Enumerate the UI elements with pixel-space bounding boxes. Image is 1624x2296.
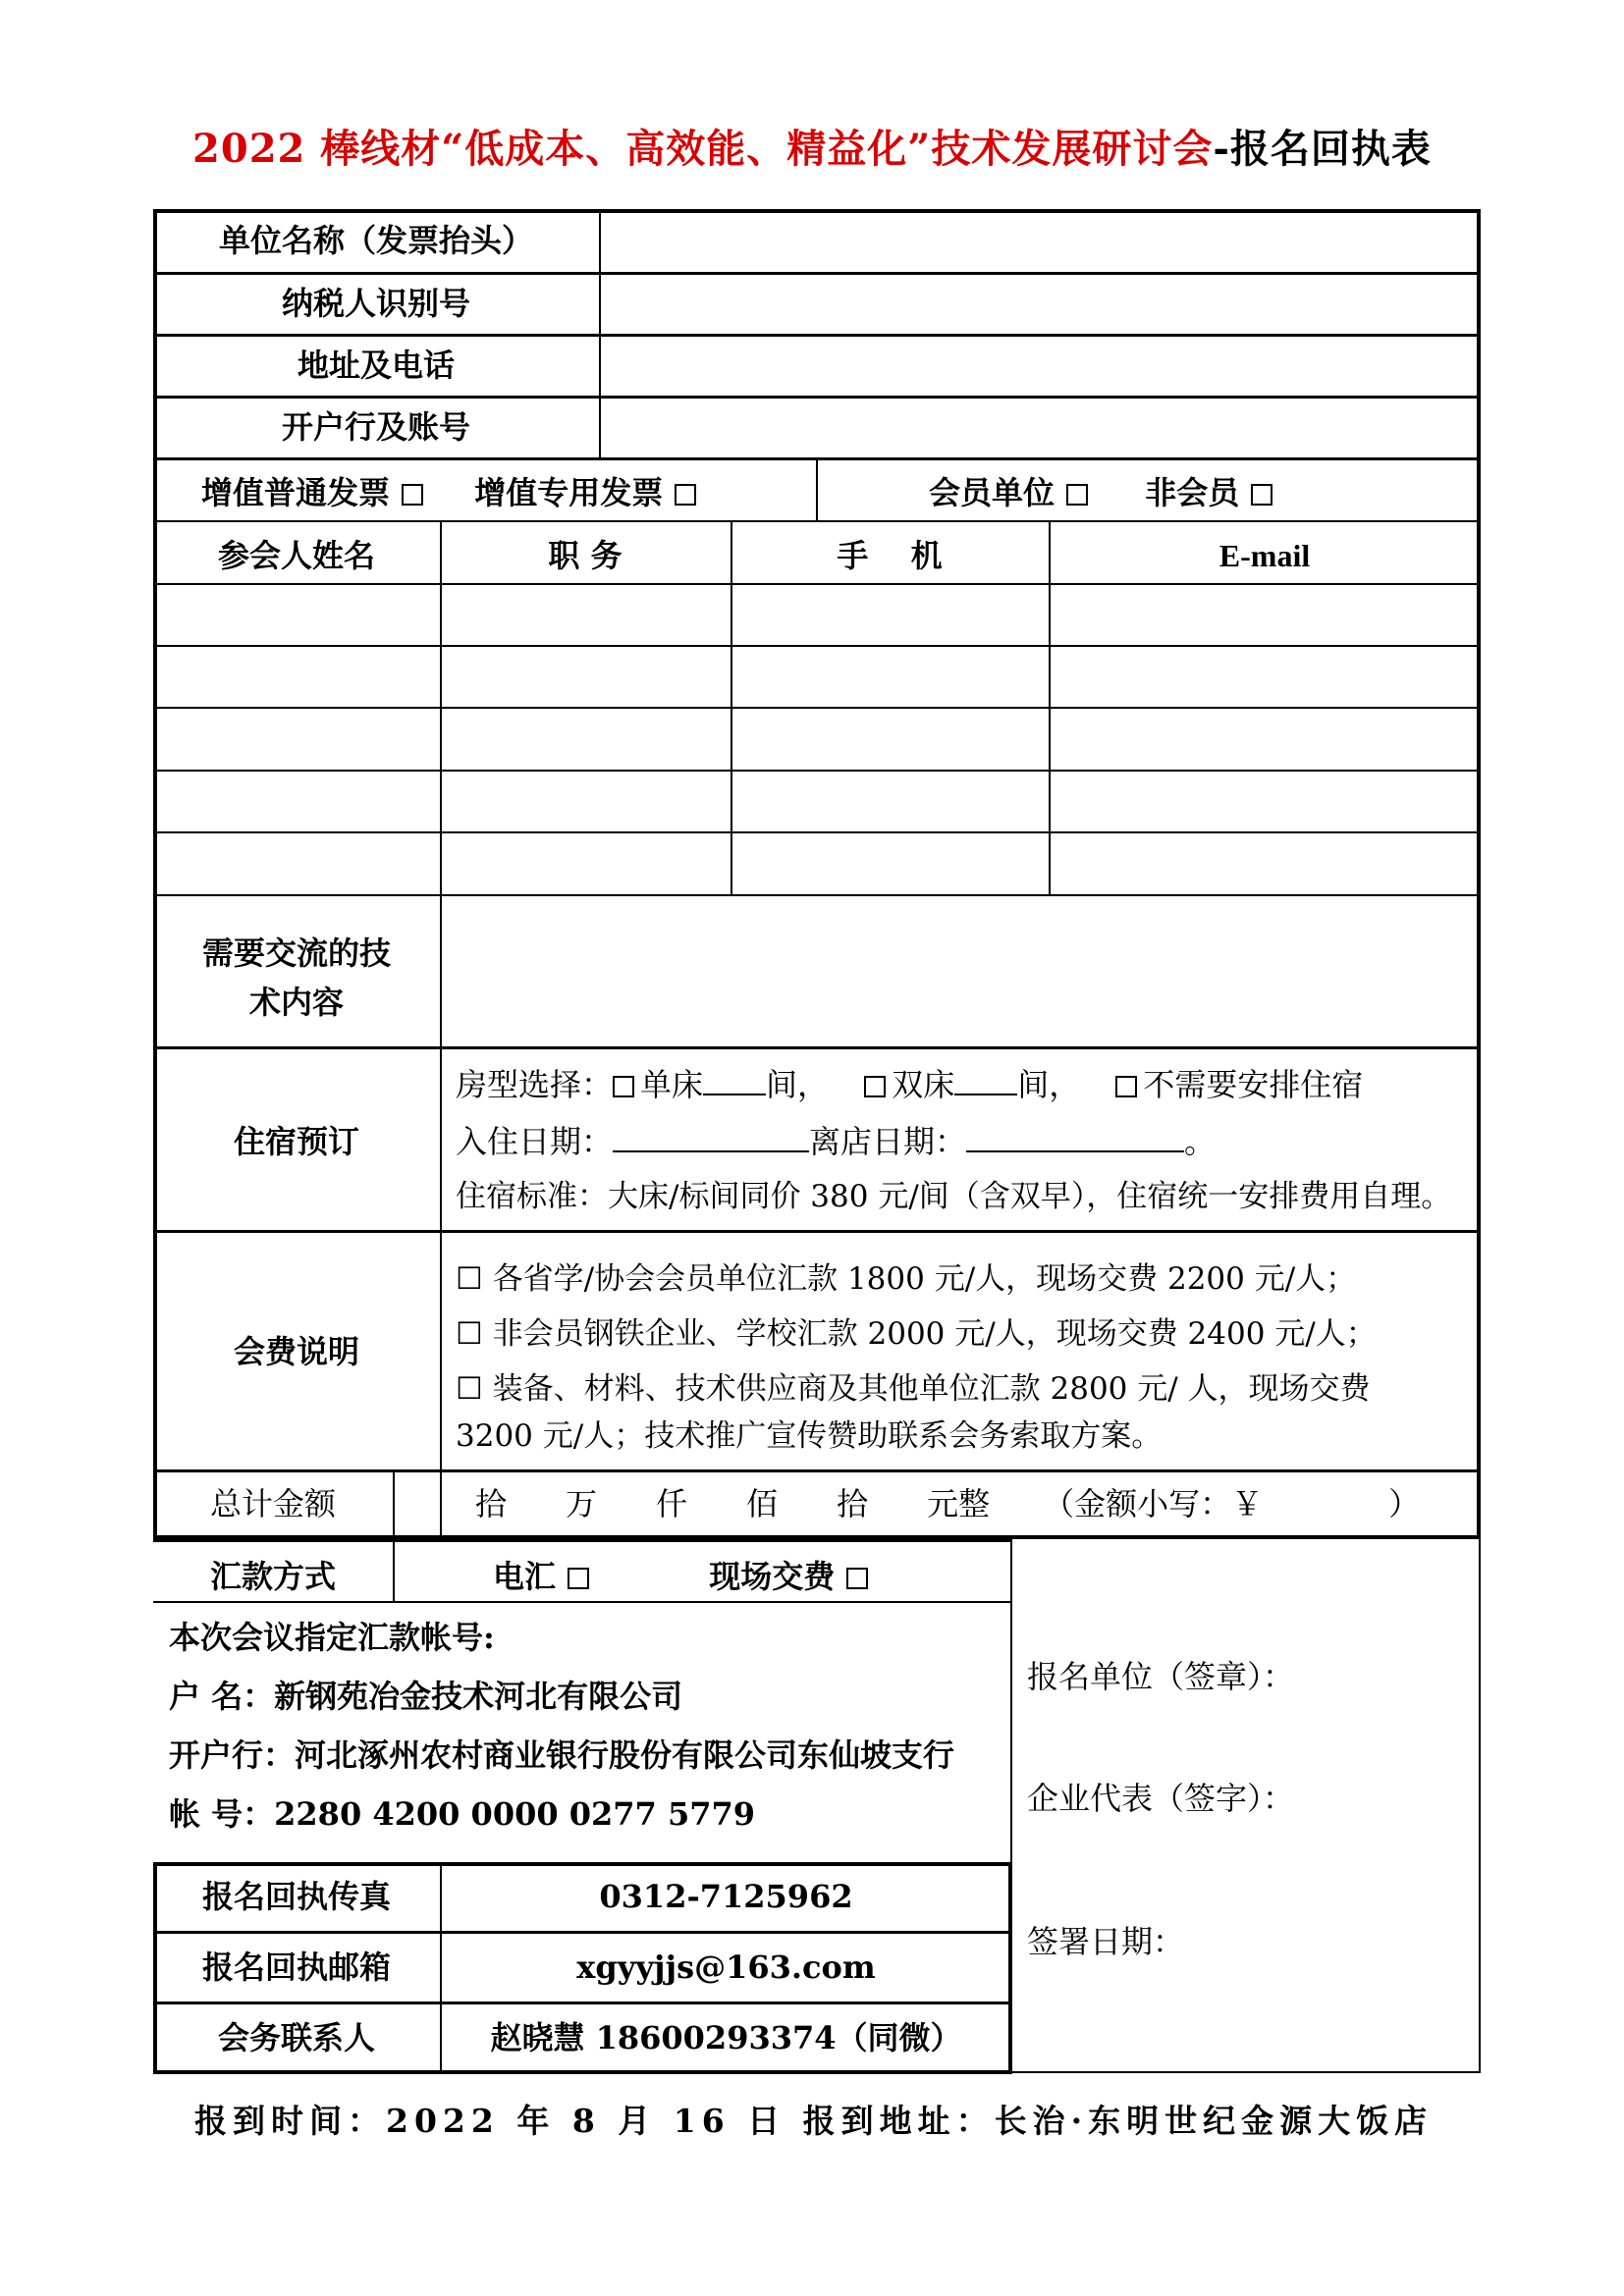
double-room-count[interactable] <box>954 1066 1017 1095</box>
account-heading: 本次会议指定汇款帐号: <box>169 1619 495 1656</box>
page-title: 2022 棒线材“低成本、高效能、精益化”技术发展研讨会-报名回执表 <box>192 126 1432 172</box>
invoice-normal-checkbox[interactable] <box>402 484 423 506</box>
tech-label: 需要交流的技 术内容 <box>201 934 391 1021</box>
signature-area[interactable] <box>1014 1541 1477 2069</box>
double-room-checkbox[interactable] <box>864 1076 886 1097</box>
participants-header-title: 职 务 <box>548 537 623 574</box>
fee-line-3: ☐ 装备、材料、技术供应商及其他单位汇款 2800 元/ 人，现场交费 <box>456 1371 1371 1407</box>
taxid-field[interactable] <box>603 276 1477 332</box>
address-field[interactable] <box>603 338 1477 394</box>
participants-header-email: E-mail <box>1218 538 1311 573</box>
address-label: 地址及电话 <box>297 347 455 384</box>
bank-label: 开户行及账号 <box>281 408 470 446</box>
report-info: 报到时间：2022 年 8 月 16 日 报到地址：长治·东明世纪金源大饭店 <box>194 2102 1434 2140</box>
payment-label: 汇款方式 <box>209 1558 336 1595</box>
total-amount-line: 拾 万 仟 佰 拾 元整 （金额小写：￥ ） <box>475 1485 1421 1522</box>
sign-rep: 企业代表（签字）： <box>1027 1780 1295 1817</box>
onsite-checkbox[interactable] <box>846 1568 868 1589</box>
email-address[interactable]: xgyyjjs@163.com <box>576 1949 876 1986</box>
account-bank: 开户行：河北涿州农村商业银行股份有限公司东仙坡支行 <box>169 1736 955 1774</box>
checkout-date-field[interactable] <box>966 1123 1184 1152</box>
participants-header-phone: 手 机 <box>837 537 943 574</box>
membership-row <box>929 473 1272 512</box>
contact-person-label: 会务联系人 <box>217 2019 375 2056</box>
fee-line-1: ☐ 各省学/协会会员单位汇款 1800 元/人，现场交费 2200 元/人； <box>456 1261 1357 1297</box>
lodging-label: 住宿预订 <box>233 1123 359 1160</box>
onsite-label: 现场交费 <box>709 1558 836 1595</box>
account-name: 户 名：新钢苑冶金技术河北有限公司 <box>169 1678 683 1715</box>
wire-label: 电汇 <box>493 1558 557 1595</box>
single-room-count[interactable] <box>703 1066 766 1095</box>
checkin-date-field[interactable] <box>613 1123 809 1152</box>
bank-field[interactable] <box>603 400 1477 455</box>
member-label: 会员单位 <box>929 474 1056 511</box>
invoice-special-checkbox[interactable] <box>675 484 696 506</box>
invoice-normal-label: 增值普通发票 <box>201 474 391 511</box>
fax-label: 报名回执传真 <box>201 1878 391 1915</box>
no-lodging-checkbox[interactable] <box>1115 1076 1137 1097</box>
taxid-label: 纳税人识别号 <box>281 285 470 322</box>
email-label: 报名回执邮箱 <box>201 1949 391 1986</box>
sign-unit: 报名单位（签章）： <box>1027 1658 1295 1695</box>
fee-line-2: ☐ 非会员钢铁企业、学校汇款 2000 元/人，现场交费 2400 元/人； <box>456 1316 1377 1352</box>
account-number: 帐 号：2280 4200 0000 0277 5779 <box>169 1795 756 1833</box>
sign-date: 签署日期： <box>1027 1923 1185 1960</box>
payment-methods <box>493 1557 868 1596</box>
fax-number: 0312-7125962 <box>599 1878 853 1915</box>
total-label: 总计金额 <box>209 1485 336 1522</box>
non-member-checkbox[interactable] <box>1251 484 1272 506</box>
room-type-line: 房型选择： 单床 间， 双床 间， 不需要安排住宿 <box>456 1066 1364 1103</box>
single-room-checkbox[interactable] <box>613 1076 634 1097</box>
invoice-special-label: 增值专用发票 <box>474 474 664 511</box>
fees-label: 会费说明 <box>233 1333 359 1370</box>
contact-person: 赵晓慧 18600293374（同微） <box>490 2019 962 2056</box>
company-field[interactable] <box>603 213 1477 270</box>
non-member-label: 非会员 <box>1145 474 1240 511</box>
wire-checkbox[interactable] <box>568 1568 589 1589</box>
invoice-type-row <box>201 473 696 512</box>
dates-line: 入住日期： 离店日期： 。 <box>456 1123 1217 1160</box>
member-checkbox[interactable] <box>1066 484 1088 506</box>
tech-field[interactable] <box>444 896 1477 1044</box>
lodging-standard: 住宿标准：大床/标间同价 380 元/间（含双早），住宿统一安排费用自理。 <box>456 1179 1452 1214</box>
participants-header-name: 参会人姓名 <box>217 537 375 574</box>
company-label: 单位名称（发票抬头） <box>218 222 533 259</box>
fee-line-4: 3200 元/人；技术推广宣传赞助联系会务索取方案。 <box>456 1418 1163 1454</box>
